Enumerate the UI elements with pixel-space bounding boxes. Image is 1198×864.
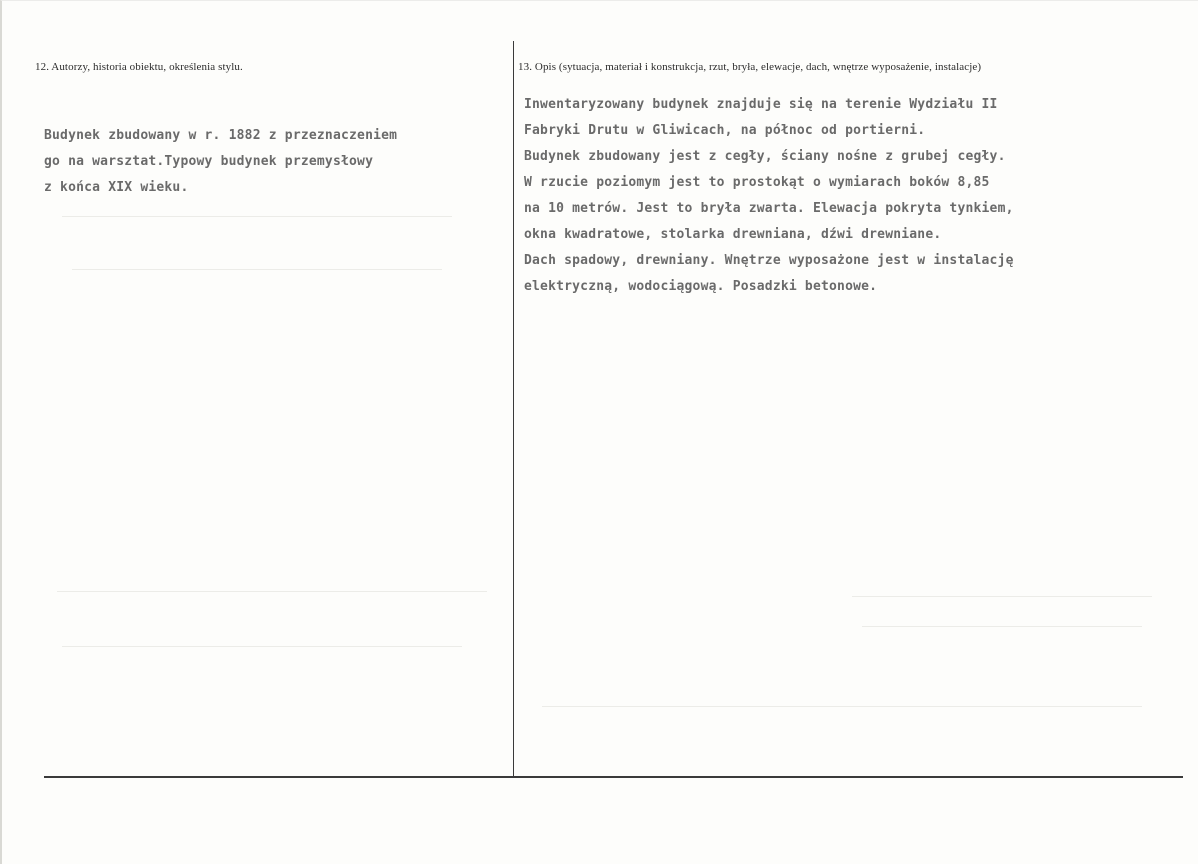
field-13-line: Dach spadowy, drewniany. Wnętrze wyposażone jest w instalację — [524, 253, 1014, 268]
show-through-mark — [62, 646, 462, 647]
field-13-line: Inwentaryzowany budynek znajduje się na terenie Wydziału II — [524, 97, 998, 112]
field-12-line: go na warsztat.Typowy budynek przemysłowy — [44, 154, 374, 169]
field-12-line: z końca XIX wieku. — [44, 180, 189, 195]
field-13-line: W rzucie poziomym jest to prostokąt o wymiarach boków 8,85 — [524, 175, 990, 190]
field-13-line: na 10 metrów. Jest to bryła zwarta. Elewacja pokryta tynkiem, — [524, 201, 1014, 216]
bottom-rule — [44, 776, 1183, 778]
field-13-line: Budynek zbudowany jest z cegły, ściany nośne z grubej cegły. — [524, 149, 1006, 164]
show-through-mark — [852, 596, 1152, 597]
show-through-mark — [72, 269, 442, 270]
field-13-line: okna kwadratowe, stolarka drewniana, dźwi drewniane. — [524, 227, 942, 242]
show-through-mark — [542, 706, 1142, 707]
field-13-typed-text — [524, 92, 1014, 300]
field-13-line: Fabryki Drutu w Gliwicach, na północ od portierni. — [524, 123, 926, 138]
field-13-line: elektryczną, wodociągową. Posadzki betonowe. — [524, 279, 878, 294]
field-12-line: Budynek zbudowany w r. 1882 z przeznaczeniem — [44, 128, 398, 143]
show-through-mark — [862, 626, 1142, 627]
show-through-mark — [57, 591, 487, 592]
show-through-mark — [62, 216, 452, 217]
field-12-typed-text — [44, 123, 397, 201]
field-12-label: 12. Autorzy, historia obiektu, określenia stylu. — [35, 61, 243, 73]
field-13-label: 13. Opis (sytuacja, materiał i konstrukcja, rzut, bryła, elewacje, dach, wnętrze wyposażenie, instalacje) — [518, 61, 982, 73]
column-divider — [513, 41, 514, 776]
